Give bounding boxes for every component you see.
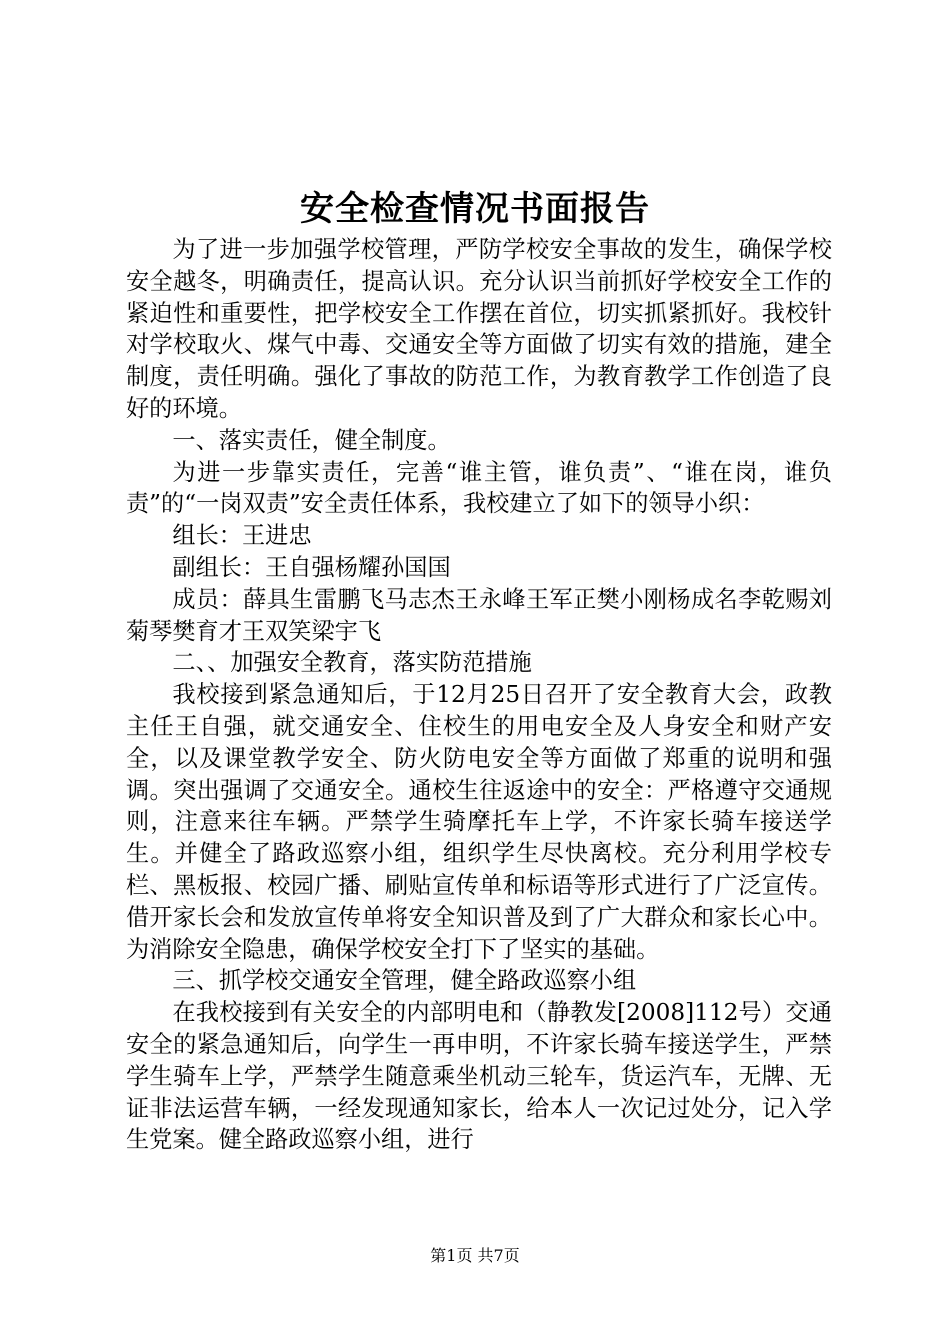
section-heading-2: 二、、加强安全教育，落实防范措施 (172, 649, 532, 677)
page-footer: 第1页 共7页 (430, 1246, 520, 1265)
paragraph-traffic-safety: 在我校接到有关安全的内部明电和（静教发[2008]112号）交通安全的紧急通知后，向学生一再申明，不许家长骑车接送学生，严禁学生骑车上学，严禁学生随意乘坐机动三轮车，货运汽车，无牌、无证非法运营车辆，一经发现通知家长，给本人一次记过处分，记入学生党案。健全路政巡察小组，进行 (126, 999, 832, 1154)
paragraph-safety-education: 我校接到紧急通知后，于12月25日召开了安全教育大会，政教主任王自强，就交通安全、住校生的用电安全及人身安全和财产安全，以及课堂教学安全、防火防电安全等方面做了郑重的说明和强调。突出强调了交通安全。通校生往返途中的安全：严格遵守交通规则，注意来往车辆。严禁学生骑摩托车上学，不许家长骑车接送学生。并健全了路政巡察小组，组织学生尽快离校。充分利用学校专栏、黑板报、校园广播、刷贴宣传单和标语等形式进行了广泛宣传。借开家长会和发放宣传单将安全知识普及到了广大群众和家长心中。为消除安全隐患，确保学校安全打下了坚实的基础。 (126, 681, 832, 963)
members-line: 成员：薛具生雷鹏飞马志杰王永峰王军正樊小刚杨成名李乾赐刘菊琴樊育才王双笑梁宇飞 (126, 585, 832, 645)
section-heading-1: 一、落实责任，健全制度。 (172, 426, 451, 454)
intro-paragraph: 为了进一步加强学校管理，严防学校安全事故的发生，确保学校安全越冬，明确责任，提高认识。充分认识当前抓好学校安全工作的紧迫性和重要性，把学校安全工作摆在首位，切实抓紧抓好。我校针对学校取火、煤气中毒、交通安全等方面做了切实有效的措施，建全制度，责任明确。强化了事故的防范工作，为教育教学工作创造了良好的环境。 (126, 236, 832, 422)
document-body (126, 234, 832, 1156)
document-title: 安全检查情况书面报告 (300, 189, 650, 229)
leader-line: 组长：王进忠 (172, 522, 312, 550)
paragraph-responsibility: 为进一步靠实责任，完善“谁主管，谁负责”、“谁在岗，谁负责”的“一岗双责”安全责任体系，我校建立了如下的领导小织： (126, 458, 832, 518)
deputy-leader-line: 副组长：王自强杨耀孙国国 (172, 553, 451, 581)
section-heading-3: 三、抓学校交通安全管理，健全路政巡察小组 (172, 967, 637, 995)
